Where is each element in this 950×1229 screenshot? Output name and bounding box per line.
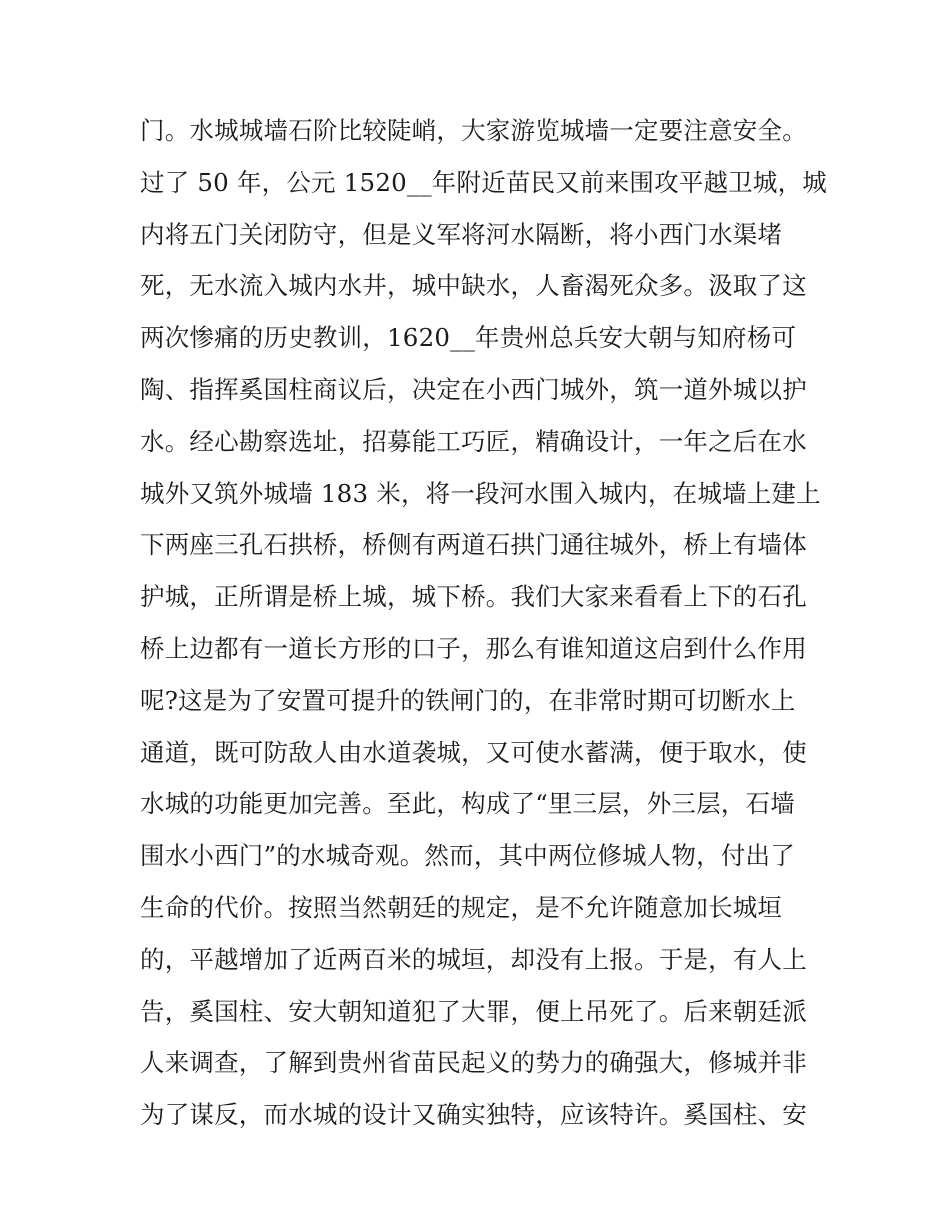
text-line: 为了谋反，而水城的设计又确实独特，应该特许。奚国柱、安 bbox=[140, 1100, 807, 1130]
text-line: 人来调查，了解到贵州省苗民起义的势力的确强大，修城并非 bbox=[140, 1048, 807, 1078]
text-line: 护城，正所谓是桥上城，城下桥。我们大家来看看上下的石孔 bbox=[140, 582, 807, 612]
body-text bbox=[140, 105, 827, 1141]
text-line: 围水小西门”的水城奇观。然而，其中两位修城人物，付出了 bbox=[140, 841, 795, 871]
text-line: 过了 50 年，公元 1520__年附近苗民又前来围攻平越卫城，城 bbox=[140, 167, 827, 197]
text-line: 下两座三孔石拱桥，桥侧有两道石拱门通往城外，桥上有墙体 bbox=[140, 530, 807, 560]
text-line: 死，无水流入城内水井，城中缺水，人畜渴死众多。汲取了这 bbox=[140, 271, 807, 301]
text-line: 呢?这是为了安置可提升的铁闸门的，在非常时期可切断水上 bbox=[140, 685, 796, 715]
text-line: 水。经心勘察选址，招募能工巧匠，精确设计，一年之后在水 bbox=[140, 426, 807, 456]
text-line: 生命的代价。按照当然朝廷的规定，是不允许随意加长城垣 bbox=[140, 892, 783, 922]
text-line: 桥上边都有一道长方形的口子，那么有谁知道这启到什么作用 bbox=[140, 633, 807, 663]
text-line: 的，平越增加了近两百米的城垣，却没有上报。于是，有人上 bbox=[140, 944, 807, 974]
text-line: 城外又筑外城墙 183 米，将一段河水围入城内，在城墙上建上 bbox=[140, 478, 821, 508]
text-line: 告，奚国柱、安大朝知道犯了大罪，便上吊死了。后来朝廷派 bbox=[140, 996, 807, 1026]
text-line: 通道，既可防敌人由水道袭城，又可使水蓄满，便于取水，使 bbox=[140, 737, 807, 767]
text-line: 门。水城城墙石阶比较陡峭，大家游览城墙一定要注意安全。 bbox=[140, 116, 807, 145]
text-line: 内将五门关闭防守，但是义军将河水隔断，将小西门水渠堵 bbox=[140, 219, 783, 249]
text-line: 两次惨痛的历史教训，1620__年贵州总兵安大朝与知府杨可 bbox=[140, 323, 797, 353]
text-line: 陶、指挥奚国柱商议后，决定在小西门城外，筑一道外城以护 bbox=[140, 374, 807, 404]
text-line: 水城的功能更加完善。至此，构成了“里三层，外三层，石墙 bbox=[140, 789, 795, 819]
